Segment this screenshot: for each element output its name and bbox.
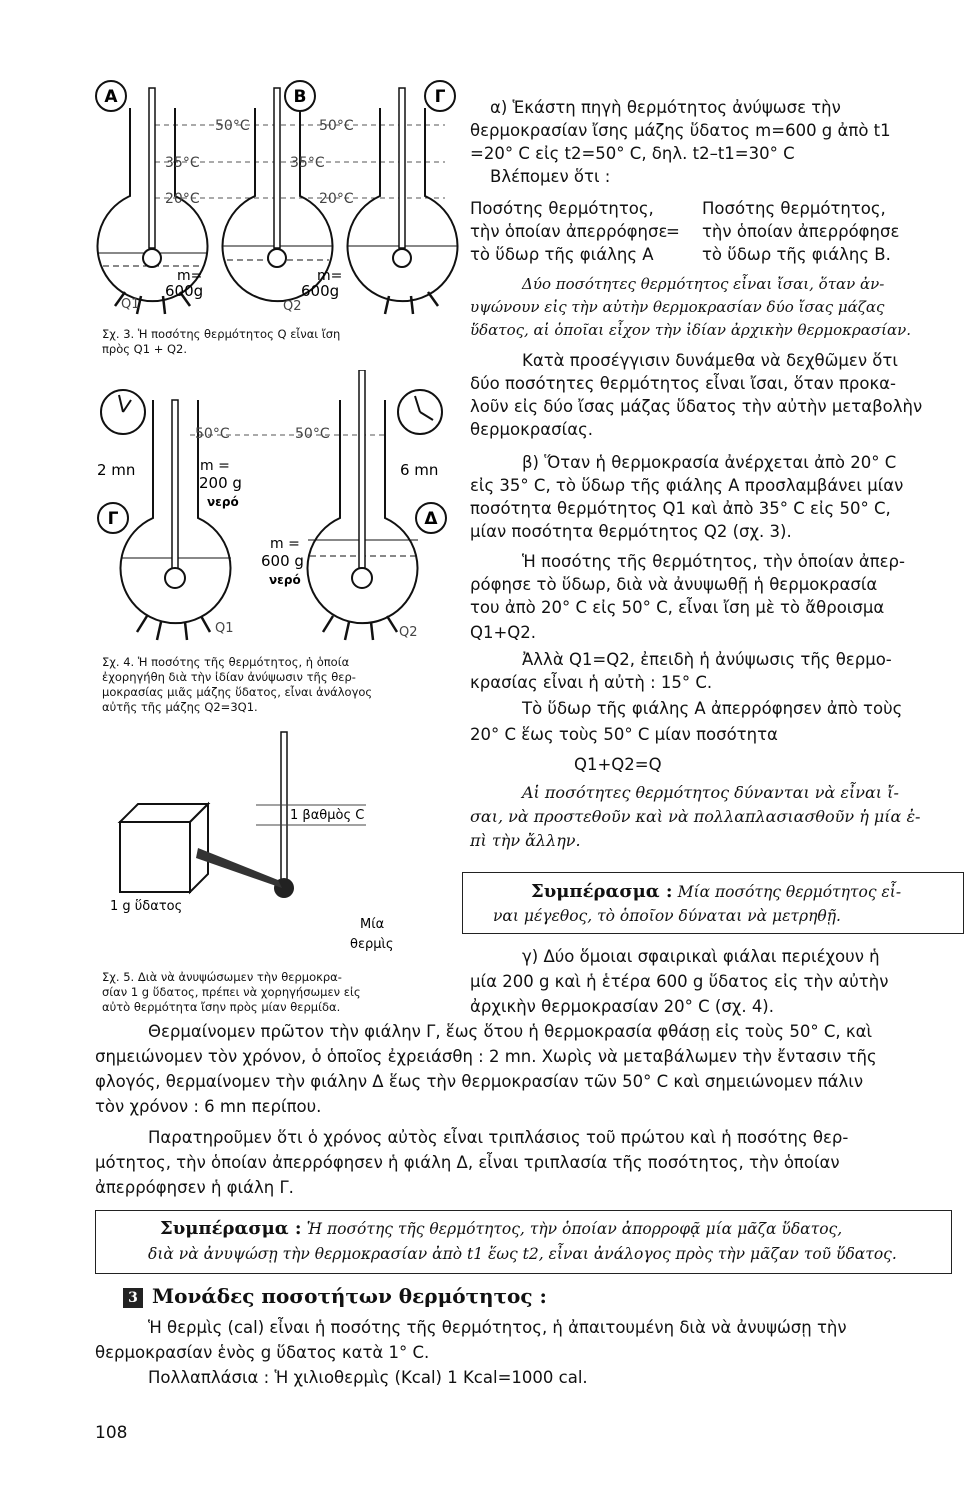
time-g: 2 mn xyxy=(97,461,136,479)
conclusion-1-line-1 xyxy=(531,881,901,902)
figure-3-caption-1: Σχ. 3. Ἡ ποσότης θερμότητος Q εἶναι ἴση xyxy=(102,327,341,341)
figure-5-drawing xyxy=(100,730,460,960)
para-7-line-2: θερμοκρασίαν ἑνὸς g ὕδατος κατὰ 1° C. xyxy=(95,1343,430,1362)
compare-right-1: Ποσότης θερμότητος, xyxy=(702,199,886,218)
temp-20-b: 20°C xyxy=(319,191,354,207)
figure-3 xyxy=(95,78,465,323)
conclusion-1-text-2: ναι μέγεθος, τὸ ὁποῖον δύναται νὰ μετρηθῇ. xyxy=(493,907,841,925)
para-b-line-2: εἰς 35° C, τὸ ὕδωρ τῆς φιάλης A προσλαμβάνει μίαν xyxy=(470,476,904,495)
para-b-line-3: ποσότητα θερμότητος Q1 καὶ ἀπὸ 35° C εἰς 50° C, xyxy=(470,499,891,518)
svg-text:B: B xyxy=(293,87,307,107)
conclusion-box-2 xyxy=(95,1210,952,1274)
mass-label-g: m = xyxy=(200,458,230,474)
para-5-line-1: Θερμαίνομεν πρῶτον τὴν φιάλην Γ, ἕως ὅτου ἡ θερμοκρασία φθάσῃ εἰς τοὺς 50° C, καὶ xyxy=(148,1022,873,1041)
figure-3-drawing xyxy=(95,78,465,323)
para-5-line-2: σημειώνομεν τὸν χρόνον, ὁ ὁποῖος ἐχρειάσθη : 2 mn. Χωρὶς νὰ μεταβάλωμεν τὴν ἔντασιν τῆς xyxy=(95,1047,877,1066)
figure-3-caption-2: πρὸς Q1 + Q2. xyxy=(102,342,188,356)
flame-arrows xyxy=(137,616,397,640)
compare-right-2: τὴν ὁποίαν ἀπερρόφησε xyxy=(702,222,900,241)
para-a-line-4: Βλέπομεν ὅτι : xyxy=(490,167,611,186)
para-5-line-4: τὸν χρόνον : 6 mn περίπου. xyxy=(95,1097,322,1116)
temp-50-g: 50°C xyxy=(195,426,230,442)
para-6-line-3: ἀπερρόφησεν ἡ φιάλη Γ. xyxy=(95,1178,294,1197)
conclusion-2-line-1 xyxy=(160,1218,842,1239)
thermometer-a xyxy=(143,88,161,267)
para-b-line-5: Ἡ ποσότης τῆς θερμότητος, τὴν ὁποίαν ἀπερ- xyxy=(522,552,905,571)
para-b-line-11: Τὸ ὕδωρ τῆς φιάλης A ἀπερρόφησεν ἀπὸ τοὺς xyxy=(522,699,903,718)
calorie-label-1: Μία xyxy=(360,917,385,932)
para-g-line-2: μία 200 g καὶ ἡ ἑτέρα 600 g ὕδατος εἰς τὴν αὐτὴν xyxy=(470,972,889,991)
q1-label: Q1 xyxy=(121,297,140,312)
para-b-line-7: του ἀπὸ 20° C εἰς 50° C, εἶναι ἴση μὲ τὸ ἄθροισμα xyxy=(470,598,885,617)
section-title: Μονάδες ποσοτήτων θερμότητος : xyxy=(152,1284,547,1308)
thermometer-g xyxy=(393,88,411,267)
figure-4-caption-3: μοκρασίας μιᾶς μάζης ὕδατος, εἶναι ἀνάλογος xyxy=(102,685,373,699)
para-b-line-12: 20° C ἕως τοὺς 50° C μίαν ποσότητα xyxy=(470,725,778,744)
temp-35-a: 35°C xyxy=(165,155,200,171)
italic-definition-3: ὕδατος, αἱ ὁποῖαι εἶχον τὴν ἰδίαν ἀρχικὴν θερμοκρασίαν. xyxy=(470,321,912,339)
para-b-line-10: κρασίας εἶναι ἡ αὐτὴ : 15° C. xyxy=(470,673,713,692)
svg-text:A: A xyxy=(104,87,118,107)
formula-sum: Q1+Q2=Q xyxy=(574,755,662,774)
italic-rule-1: Αἱ ποσότητες θερμότητος δύνανται νὰ εἶναι ἴ- xyxy=(522,783,899,802)
conclusion-1-heading: Συμπέρασμα : xyxy=(531,881,673,902)
thermometer-d xyxy=(352,370,372,588)
clock-d-icon xyxy=(398,390,442,434)
para-2-line-3: λοῦν εἰς δύο ἴσας μάζας ὕδατος τὴν αὐτὴν μεταβολὴν xyxy=(470,397,923,416)
para-2-line-4: θερμοκρασίας. xyxy=(470,420,594,439)
italic-definition-1: Δύο ποσότητες θερμότητος εἶναι ἴσαι, ὅταν ἀν- xyxy=(522,275,885,293)
circle-label-g xyxy=(98,503,128,533)
conclusion-box-1 xyxy=(462,872,964,934)
svg-text:Γ: Γ xyxy=(434,87,446,107)
figure-4 xyxy=(95,370,455,645)
circle-label-d xyxy=(416,503,446,533)
para-g-line-1: γ) Δύο ὅμοιαι σφαιρικαὶ φιάλαι περιέχουν ἡ xyxy=(522,947,880,966)
figure-5-caption-3: αὐτὸ θερμότητα ἴσην πρὸς μίαν θερμίδα. xyxy=(102,1000,341,1014)
para-b-line-4: μίαν ποσότητα θερμότητος Q2 (σχ. 3). xyxy=(470,522,792,541)
mass-value-a: 600g xyxy=(165,282,204,300)
temp-35-b: 35°C xyxy=(290,155,325,171)
para-6-line-1: Παρατηροῦμεν ὅτι ὁ χρόνος αὐτὸς εἶναι τριπλάσιος τοῦ πρώτου καὶ ἡ ποσότης θερ- xyxy=(148,1128,849,1147)
thermometer-b xyxy=(268,88,286,267)
page-number: 108 xyxy=(95,1423,128,1443)
water-label-d: νερό xyxy=(269,573,301,587)
para-2-line-2: δύο ποσότητες θερμότητος εἶναι ἴσαι, ὅταν προκα- xyxy=(470,374,897,393)
conclusion-2-heading: Συμπέρασμα : xyxy=(160,1218,302,1239)
para-2-line-1: Κατὰ προσέγγισιν δυνάμεθα νὰ δεχθῶμεν ὅτι xyxy=(522,351,898,370)
calorie-label-2: θερμὶς xyxy=(350,937,394,952)
circle-label-g xyxy=(425,81,455,111)
svg-text:Γ: Γ xyxy=(107,509,119,529)
italic-definition-2: υψώνουν εἰς τὴν αὐτὴν θερμοκρασίαν δύο ἴσας μάζας xyxy=(470,298,885,316)
compare-left-1: Ποσότης θερμότητος, xyxy=(470,199,654,218)
para-b-line-1: β) Ὅταν ἡ θερμοκρασία ἀνέρχεται ἀπὸ 20° C xyxy=(522,453,897,472)
conclusion-2-text-2: διὰ νὰ ἀνυψώσῃ τὴν θερμοκρασίαν ἀπὸ t1 ἕως t2, εἶναι ἀνάλογος πρὸς τὴν μᾶζαν τοῦ ὕδατος. xyxy=(148,1245,897,1263)
figure-5-caption-1: Σχ. 5. Διὰ νὰ ἀνυψώσωμεν τὴν θερμοκρα- xyxy=(102,970,342,984)
degree-label: 1 βαθμὸς C xyxy=(290,808,365,823)
time-d: 6 mn xyxy=(400,461,439,479)
figure-4-drawing xyxy=(95,370,455,645)
svg-text:Δ: Δ xyxy=(424,509,438,529)
mass-label-d: m = xyxy=(270,536,300,552)
figure-5-caption-2: σίαν 1 g ὕδατος, πρέπει νὰ χορηγήσωμεν εἰς xyxy=(102,985,361,999)
para-7-line-3: Πολλαπλάσια : Ἡ χιλιοθερμὶς (Kcal) 1 Kcal=1000 cal. xyxy=(148,1368,588,1387)
mass-value-g: 200 g xyxy=(199,474,242,492)
compare-left-2: τὴν ὁποίαν ἀπερρόφησε xyxy=(470,222,668,241)
mass-value-b: 600g xyxy=(301,282,340,300)
mass-value-d: 600 g xyxy=(261,552,304,570)
mass-label-a: m= xyxy=(177,268,203,284)
cube-label: 1 g ὕδατος xyxy=(110,899,183,914)
para-a-line-2: θερμοκρασίαν ἴσης μάζης ὕδατος m=600 g ἀπὸ t1 xyxy=(470,121,891,140)
q2-label: Q2 xyxy=(399,625,418,640)
temp-20-a: 20°C xyxy=(165,191,200,207)
thermometer-g xyxy=(165,400,185,588)
para-5-line-3: φλογός, θερμαίνομεν τὴν φιάλην Δ ἕως τὴν θερμοκρασίαν τῶν 50° C καὶ σημειώνομεν πάλιν xyxy=(95,1072,864,1091)
para-7-line-1: Ἡ θερμὶς (cal) εἶναι ἡ ποσότης τῆς θερμότητος, ἡ ἀπαιτουμένη διὰ νὰ ἀνυψώσῃ τὴν xyxy=(148,1318,847,1337)
figure-5 xyxy=(100,730,460,960)
compare-equals: = xyxy=(666,222,680,241)
q2-label: Q2 xyxy=(283,299,302,314)
temp-50-b: 50°C xyxy=(319,118,354,134)
para-b-line-6: ρόφησε τὸ ὕδωρ, διὰ νὰ ἀνυψωθῇ ἡ θερμοκρασία xyxy=(470,575,878,594)
compare-left-3: τὸ ὕδωρ τῆς φιάλης A xyxy=(470,245,654,264)
conclusion-2-text-1: Ἡ ποσότης τῆς θερμότητος, τὴν ὁποίαν ἀπορροφᾷ μία μᾶζα ὕδατος, xyxy=(306,1220,843,1238)
q1-label: Q1 xyxy=(215,621,234,636)
para-b-line-8: Q1+Q2. xyxy=(470,623,537,642)
water-label-g: νερό xyxy=(207,495,239,509)
para-6-line-2: μότητος, τὴν ὁποίαν ἀπερρόφησεν ἡ φιάλη Δ, εἶναι τριπλασία τῆς ποσότητος, τὴν ὁποίαν xyxy=(95,1153,840,1172)
italic-rule-3: πὶ τὴν ἄλλην. xyxy=(470,831,581,850)
italic-rule-2: σαι, νὰ προστεθοῦν καὶ νὰ πολλαπλασιασθοῦν ἡ μία ἐ- xyxy=(470,807,921,826)
circle-label-b xyxy=(285,81,315,111)
para-b-line-9: Ἀλλὰ Q1=Q2, ἐπειδὴ ἡ ἀνύψωσις τῆς θερμο- xyxy=(522,650,892,669)
water-cube-icon xyxy=(120,804,208,892)
figure-4-caption-2: ἐχορηγήθη διὰ τὴν ἰδίαν ἀνύψωσιν τῆς θερ- xyxy=(102,670,356,684)
temp-50-d: 50°C xyxy=(295,426,330,442)
figure-4-caption-4: αὐτῆς τῆς μάζης Q2=3Q1. xyxy=(102,700,258,714)
circle-label-a xyxy=(96,81,126,111)
mass-label-b: m= xyxy=(317,268,343,284)
compare-right-3: τὸ ὕδωρ τῆς φιάλης B. xyxy=(702,245,891,264)
flame-arrows xyxy=(115,292,438,314)
section-number-badge: 3 xyxy=(123,1288,143,1308)
conclusion-1-text-1: Μία ποσότης θερμότητος εἶ- xyxy=(677,883,902,901)
temp-50-a: 50°C xyxy=(215,118,250,134)
figure-4-caption-1: Σχ. 4. Ἡ ποσότης τῆς θερμότητος, ἡ ὁποία xyxy=(102,655,350,669)
para-g-line-3: ἀρχικὴν θερμοκρασίαν 20° C (σχ. 4). xyxy=(470,997,774,1016)
para-a-line-1: α) Ἑκάστη πηγὴ θερμότητος ἀνύψωσε τὴν xyxy=(490,98,841,117)
para-a-line-3: =20° C εἰς t2=50° C, δηλ. t2–t1=30° C xyxy=(470,144,795,163)
clock-g-icon xyxy=(101,390,145,434)
